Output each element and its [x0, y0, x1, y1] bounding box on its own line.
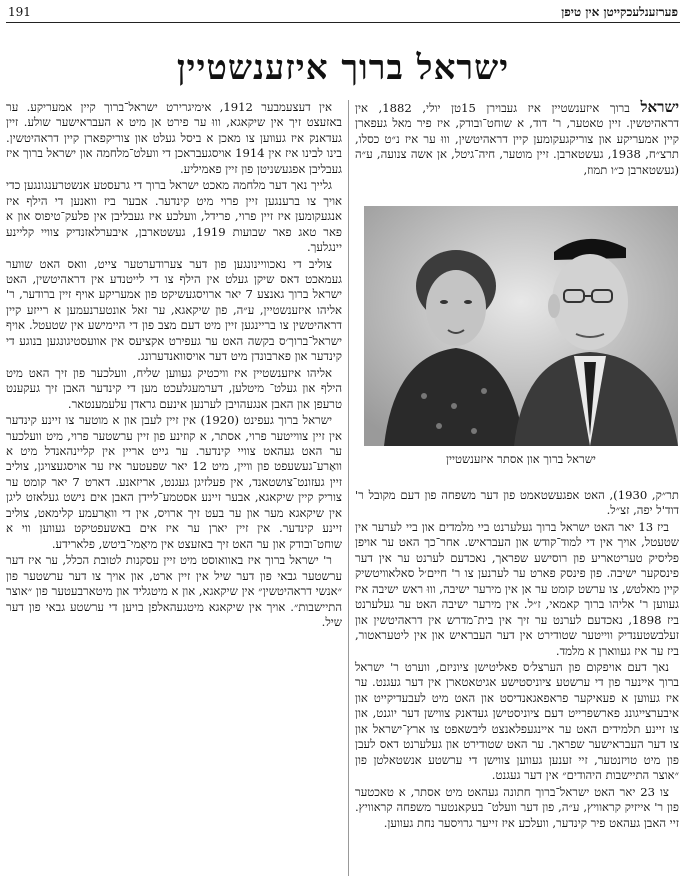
running-head: פערזענלעכקייטן אין טיפן: [561, 5, 678, 19]
left-paragraph: אין דעצעמבער 1912, אימיגרירט ישראל־ברוך קיין אמעריקע. ער באזעצט זיך אין שיקאגא, וווּ ער פירט אן מיט א העבראישער שולע. זיין געדאנק איז געווען צו מאכן א ביסל געלט און צוריקפארן קיין דראהיטשין. בינו לבינו איז אין 1914 אויסגעבראכן די וועלט־מלחמה און ישראל ברוך איז געבליבן אפגעשניטן פון זיין פאמיליע.: [6, 100, 343, 176]
article-title: ישראל ברוך איזענשטיין: [176, 48, 510, 88]
right-paragraph: ביז 13 יאר האט ישראל ברוך געלערנט ביי מלמדים און ביי לערער אין שטעטל, אויך אין די למוד־קודש און העבראיש. אחר־כך האט ער אויפן פליסיק טעריטאריע פון רוסישע שפראך, נאכדעם לערנט ער אין דער פינסקער ישיבה. פון פינסק פארט ער לערנען צו ר' חיים׳ל סאלאוויטשיק קיין מאלטש, צו ערשט קומט ער אן אין מירער ישיבה, וווּ ראש ישיבה איז געווען ר' אליהו ברוך קאמאי, ז״ל. אין מירער ישיבה האט ער געלערנט ביז 1898, נאכדעם לערנט ער זיך אין בית־מדרש אין דראהיטשין און זעלבשטענדיק ווייטער שטודירט אין דער העבראיש און אין ליטעראטור, ביז ער איז געווארן א מלמד.: [355, 519, 679, 658]
page-header: [6, 4, 680, 23]
left-paragraph: אליהו איזענשטיין איז וויכטיק געווען שליח, וועלכער פון זיך האט מיט הילף און געלט־ מיטלען, דערמעגלעכט מען די קינדער האבן זיך געקענט טרעפן און האבן אנגעהויבן לערנען אינעם גראדן עלעמענטאר.: [6, 365, 342, 411]
left-paragraph: ישראל ברוך געפינט (1920) אין זיין לעבן און א מוטער צו זיינע קינדער אין זיין צווייטער פרוי, אסתר, א קוזינע פון זיין ערשטער פרוי, מיט וועלכער ער האט געהאט צוויי קינדער. ער גייט אריין אין קליינהאנדל מיט א וואַרע־געשעפט פון וויין, מיט 12 יאר שפעטער איז ער אויסגעצויגן, צוליב זיין געזונט־צושטאנד, אין פעלזיגן געגנט, אריזאנע. דארט 7 יאר קומט ער צוריק קיין שיקאגא, אבער זיינע אסטמע־ליידן האבן אים נישט געלאזט ליגן אין שיקאגא מער און ער בעט זיך ארויס, אין די וואַרעמע קלימאט, צוליב זיינע קינדער. אין זיין יארן ער איז אים באשעפטיקט געווען ווי א שוחט־ובודק און ער האט זיך באזעצט אין מיאַמי־ביטש, פלארידע.: [6, 413, 343, 551]
right-paragraph: צו 23 יאר האט ישראל־ברוך חתונה געהאט מיט אסתר, א טאכטער פון ר' אייזיק קראוויץ, ע״ה, פון דער וועלט־ בעקאנטער משפחה קראוויץ. זיי האבן געהאט פיר קינדער, וועלכע איז זייער גרויסער נחת געווען.: [355, 784, 679, 830]
page-number: 191: [8, 5, 31, 19]
right-paragraph: נאך דעם אויפקום פון הערצל׳ס פאליטישן ציוניזם, ווערט ר' ישראל ברוך איינער פון די ערשטע ציוניסטישע אגיטאטארן אין דער געגנט. ער איז געווען א פעאיקער פראפאגאנדיסט און האט מיט לעבעדיקייט און איבערצייגונג פארשפרייט דעם ציוניסטישן געדאנק צווישן דער יוגנט, און צו זיינע תלמידים האט ער איינגעפלאנצט ליבשאפט צו ארץ־ישראל און צו דער העבראישער שפראך. ער האט שטודירט און געלערנט דאס לעבן פון מיט טויזנטער, זיי זענען געווען צווישן די ערשטע אנשטאלטן פון ״אוצר התיישבות היהודים״ אין דער געגנט.: [355, 659, 679, 783]
portrait-photo-image: [364, 206, 678, 446]
left-paragraph: צוליב די נאכוויינונגען פון דער צערודערטער צייט, וואס האט שווער געמאכט דאס שיקן געלט אין הילף צו די לייטנדע אין דראהיטשין, האט ישראל ברוך גאנצע 7 יאר ארויסגעשיקט פון אמעריקע אויף זיין ברודער, ר' אליהו איזענשטיין, ע״ה, פון שיקאגא, ער זאל אונטערנעמען א רייזע קיין דראהיטשין צו בריינגען זיין מיט דעם מצב פון די היימישע אין שטעטל. אויף ישראל־ברוך׳ס בקשה האט ער געפירט אקציעס אין אוועסטיגונגען בנוגע די קינדער און פארבונדן מיט דער אויסוואנדערונג.: [6, 256, 343, 364]
column-divider: [348, 100, 349, 876]
right-column-bottom: [355, 488, 679, 832]
right-top-text: ברוך איזענשטיין איז געבוירן 15טן יולי, 1882, אין דראהיטשין. זיין טאטער, ר' דוד, א שוחט־ובודק, איז פיר מאל געפארן קיין אמעריקע און צוריקגעקומען קיין דראהיטשין, וווּ ער איז נ״ט כסלו, תרצ״ח, 1938, געשטארבן. זיין מוטער, חיה־גיטל, אן אשה צנועה, ע״ה (געשטארבן כ״ו תמוז,: [355, 101, 679, 177]
left-paragraph: גלייך נאך דער מלחמה מאכט ישראל ברוך די גרעסטע אנשטרענגונגען כדי אויך צו ברענגען זיין פרוי מיט קינדער. אבער ביז וואנען די הילף איז אנגעקומען איז זיין פרוי, פרידל, וועלכע איז געבליבן אין פלעק־טיפוס און א פאר טאג פאר שבועות 1919, געשטארבן, איבערלאזנדיק צוויי קליינע יינגלעך.: [6, 178, 342, 255]
lead-word: ישראל: [640, 98, 680, 116]
right-column-top: [355, 100, 679, 179]
left-paragraph: ר' ישראל ברוך איז באוואוסט מיט זיין עסקנות לטובת הכלל, ער איז דער ערשטער גבאי פון דער שיל אין זיין ארט, און אויך צו דער ערשטער פון ״אנשי דראהיטשין״ אין שיקאגא, און א מיטגליד און מיטארבעטער פון ״אוצר התיישבות״. אויך אין שיקאגא מיטגעהאלפן בויען די ערשטע גבאי פון דער שיל.: [6, 553, 342, 629]
portrait-photo: [364, 206, 678, 446]
left-column: [6, 100, 342, 631]
photo-caption: ישראל ברוך און אסתר איזענשטיין: [446, 452, 596, 466]
right-paragraph: תר״ק, 1930), האט אפגעשטאמט פון דער משפחה פון דעם מקובל ר' דוד'ל יפה, זצ״ל.: [355, 488, 679, 518]
